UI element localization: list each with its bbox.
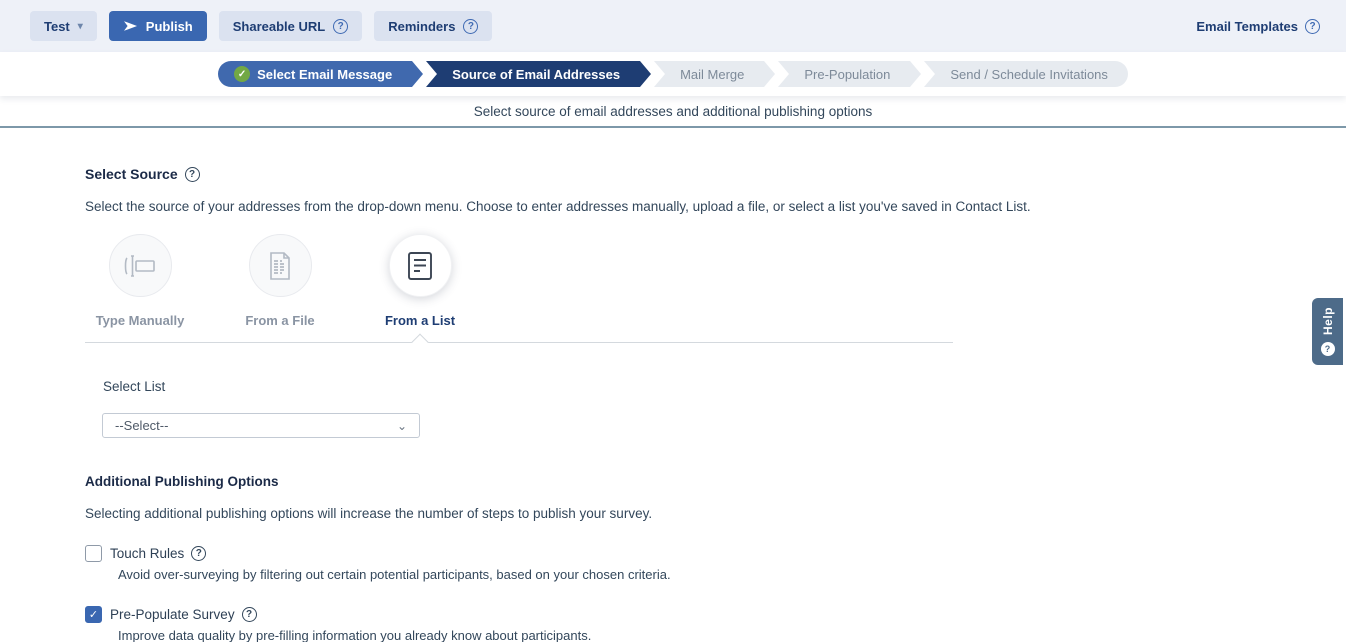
source-options-row bbox=[85, 234, 1346, 328]
pre-populate-survey-row bbox=[85, 606, 1346, 623]
touch-rules-label-row bbox=[110, 546, 206, 561]
step-select-email-message[interactable] bbox=[218, 61, 412, 87]
check-circle-icon: ✓ bbox=[234, 66, 250, 82]
main-content bbox=[0, 128, 1346, 642]
question-icon[interactable]: ? bbox=[191, 546, 206, 561]
question-icon[interactable]: ? bbox=[242, 607, 257, 622]
additional-publishing-options-description: Selecting additional publishing options will increase the number of steps to publish your survey. bbox=[85, 506, 653, 521]
source-option-label: From a List bbox=[384, 313, 456, 328]
test-dropdown-button[interactable] bbox=[30, 11, 97, 41]
question-icon: ? bbox=[333, 19, 348, 34]
touch-rules-label: Touch Rules bbox=[110, 546, 185, 561]
step-label: Select Email Message bbox=[257, 66, 393, 82]
source-option-from-a-file[interactable] bbox=[225, 234, 335, 328]
caret-down-icon: ▾ bbox=[77, 20, 83, 32]
source-option-label: Type Manually bbox=[95, 313, 185, 328]
touch-rules-row bbox=[85, 545, 1346, 562]
send-icon bbox=[123, 20, 138, 32]
step-pre-population[interactable] bbox=[778, 61, 910, 87]
step-send-schedule-invitations[interactable] bbox=[924, 61, 1128, 87]
pre-populate-survey-checkbox[interactable]: ✓ bbox=[85, 606, 102, 623]
select-source-heading-row bbox=[85, 166, 1346, 182]
help-tab[interactable] bbox=[1312, 298, 1343, 365]
reminders-label: Reminders bbox=[388, 18, 456, 34]
text-input-icon bbox=[109, 234, 172, 297]
step-label: Send / Schedule Invitations bbox=[950, 66, 1108, 82]
selected-option-notch bbox=[412, 334, 429, 351]
shareable-url-button[interactable] bbox=[219, 11, 362, 41]
list-document-icon bbox=[389, 234, 452, 297]
pre-populate-survey-label-row bbox=[110, 607, 257, 622]
reminders-button[interactable] bbox=[374, 11, 492, 41]
shareable-url-label: Shareable URL bbox=[232, 18, 326, 34]
email-templates-label: Email Templates bbox=[1196, 18, 1298, 34]
test-button-label: Test bbox=[44, 18, 70, 34]
top-toolbar bbox=[0, 0, 1346, 52]
source-divider bbox=[85, 342, 953, 343]
step-label: Mail Merge bbox=[680, 66, 745, 82]
question-icon[interactable]: ? bbox=[185, 167, 200, 182]
additional-publishing-options-heading: Additional Publishing Options bbox=[85, 474, 279, 489]
email-templates-button[interactable] bbox=[1196, 19, 1320, 34]
select-list-value: --Select-- bbox=[115, 418, 169, 433]
select-list-label: Select List bbox=[103, 379, 166, 394]
publish-button-label: Publish bbox=[145, 18, 193, 34]
question-icon: ? bbox=[463, 19, 478, 34]
chevron-down-icon: ⌄ bbox=[396, 418, 407, 433]
touch-rules-description: Avoid over-surveying by filtering out certain potential participants, based on your chosen criteria. bbox=[118, 567, 671, 582]
help-question-icon: ? bbox=[1321, 342, 1335, 356]
page-subtitle: Select source of email addresses and additional publishing options bbox=[0, 96, 1346, 128]
select-list-dropdown[interactable] bbox=[102, 413, 420, 438]
help-tab-label: Help bbox=[1320, 307, 1335, 336]
publish-button[interactable] bbox=[109, 11, 207, 41]
source-option-label: From a File bbox=[245, 313, 315, 328]
source-option-type-manually[interactable] bbox=[85, 234, 195, 328]
select-source-heading: Select Source bbox=[85, 166, 178, 182]
source-option-from-a-list[interactable] bbox=[365, 234, 475, 328]
step-label: Source of Email Addresses bbox=[452, 66, 621, 82]
step-mail-merge[interactable] bbox=[654, 61, 764, 87]
step-source-of-email-addresses[interactable] bbox=[426, 61, 640, 87]
wizard-stepper bbox=[0, 52, 1346, 96]
select-source-description: Select the source of your addresses from the drop-down menu. Choose to enter addresses manually, upload a file, or select a list you've saved in Contact List. bbox=[85, 199, 1031, 214]
file-document-icon bbox=[249, 234, 312, 297]
pre-populate-survey-description: Improve data quality by pre-filling information you already know about participants. bbox=[118, 628, 592, 642]
step-label: Pre-Population bbox=[804, 66, 891, 82]
touch-rules-checkbox[interactable] bbox=[85, 545, 102, 562]
pre-populate-survey-label: Pre-Populate Survey bbox=[110, 607, 235, 622]
question-icon: ? bbox=[1305, 19, 1320, 34]
